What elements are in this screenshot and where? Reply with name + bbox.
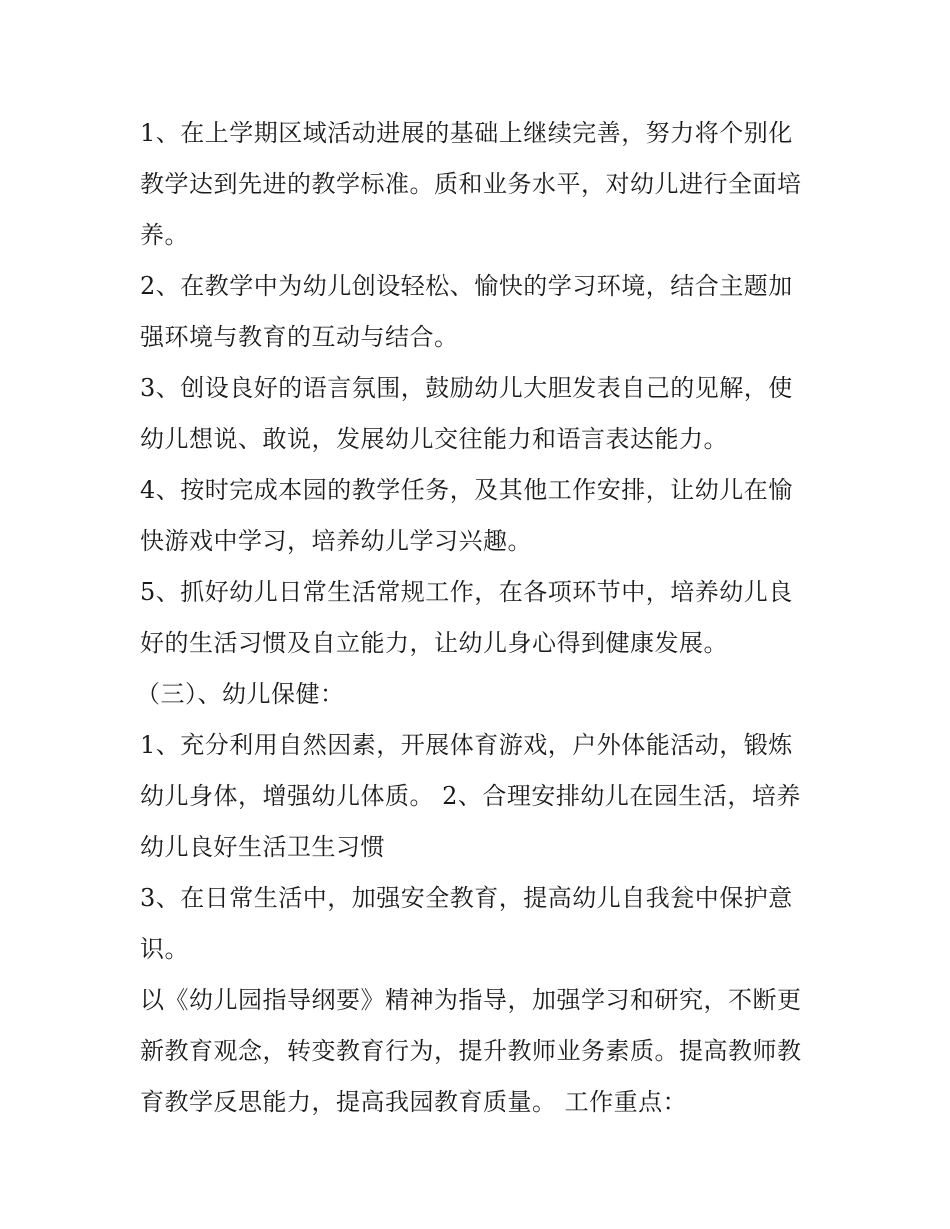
text-line: 强环境与教育的互动与结合。 xyxy=(140,323,459,351)
text-line: 好的生活习惯及自立能力，让幼儿身心得到健康发展。 xyxy=(140,629,728,657)
text-line: 以《幼儿园指导纲要》精神为指导，加强学习和研究，不断更 xyxy=(140,986,802,1014)
text-line: 养。 xyxy=(140,221,189,249)
text-line: 1、在上学期区域活动进展的基础上继续完善，努力将个别化 xyxy=(140,119,793,147)
text-line: 教学达到先进的教学标准。质和业务水平，对幼儿进行全面培 xyxy=(140,170,802,198)
text-line: 3、创设良好的语言氛围，鼓励幼儿大胆发表自己的见解，使 xyxy=(140,374,793,402)
text-line: 5、抓好幼儿日常生活常规工作，在各项环节中，培养幼儿良 xyxy=(140,578,793,606)
text-line: 4、按时完成本园的教学任务，及其他工作安排，让幼儿在愉 xyxy=(140,476,793,504)
text-line: 幼儿良好生活卫生习惯 xyxy=(140,833,385,861)
text-line: 1、充分利用自然因素，开展体育游戏，户外体能活动，锻炼 xyxy=(140,731,793,759)
text-line: 幼儿身体，增强幼儿体质。 2、合理安排幼儿在园生活，培养 xyxy=(140,782,801,810)
text-line: 识。 xyxy=(140,935,189,963)
text-line: 3、在日常生活中，加强安全教育，提高幼儿自我瓮中保护意 xyxy=(140,884,793,912)
text-line: 快游戏中学习，培养幼儿学习兴趣。 xyxy=(140,527,532,555)
text-line: 幼儿想说、敢说，发展幼儿交往能力和语言表达能力。 xyxy=(140,425,728,453)
section-heading: （三）、幼儿保健： xyxy=(136,680,345,708)
text-line: 新教育观念，转变教育行为，提升教师业务素质。提高教师教 xyxy=(140,1037,802,1065)
text-line: 2、在教学中为幼儿创设轻松、愉快的学习环境，结合主题加 xyxy=(140,272,793,300)
text-line: 育教学反思能力，提高我园教育质量。 工作重点： xyxy=(140,1088,688,1116)
document-body xyxy=(136,108,820,1128)
